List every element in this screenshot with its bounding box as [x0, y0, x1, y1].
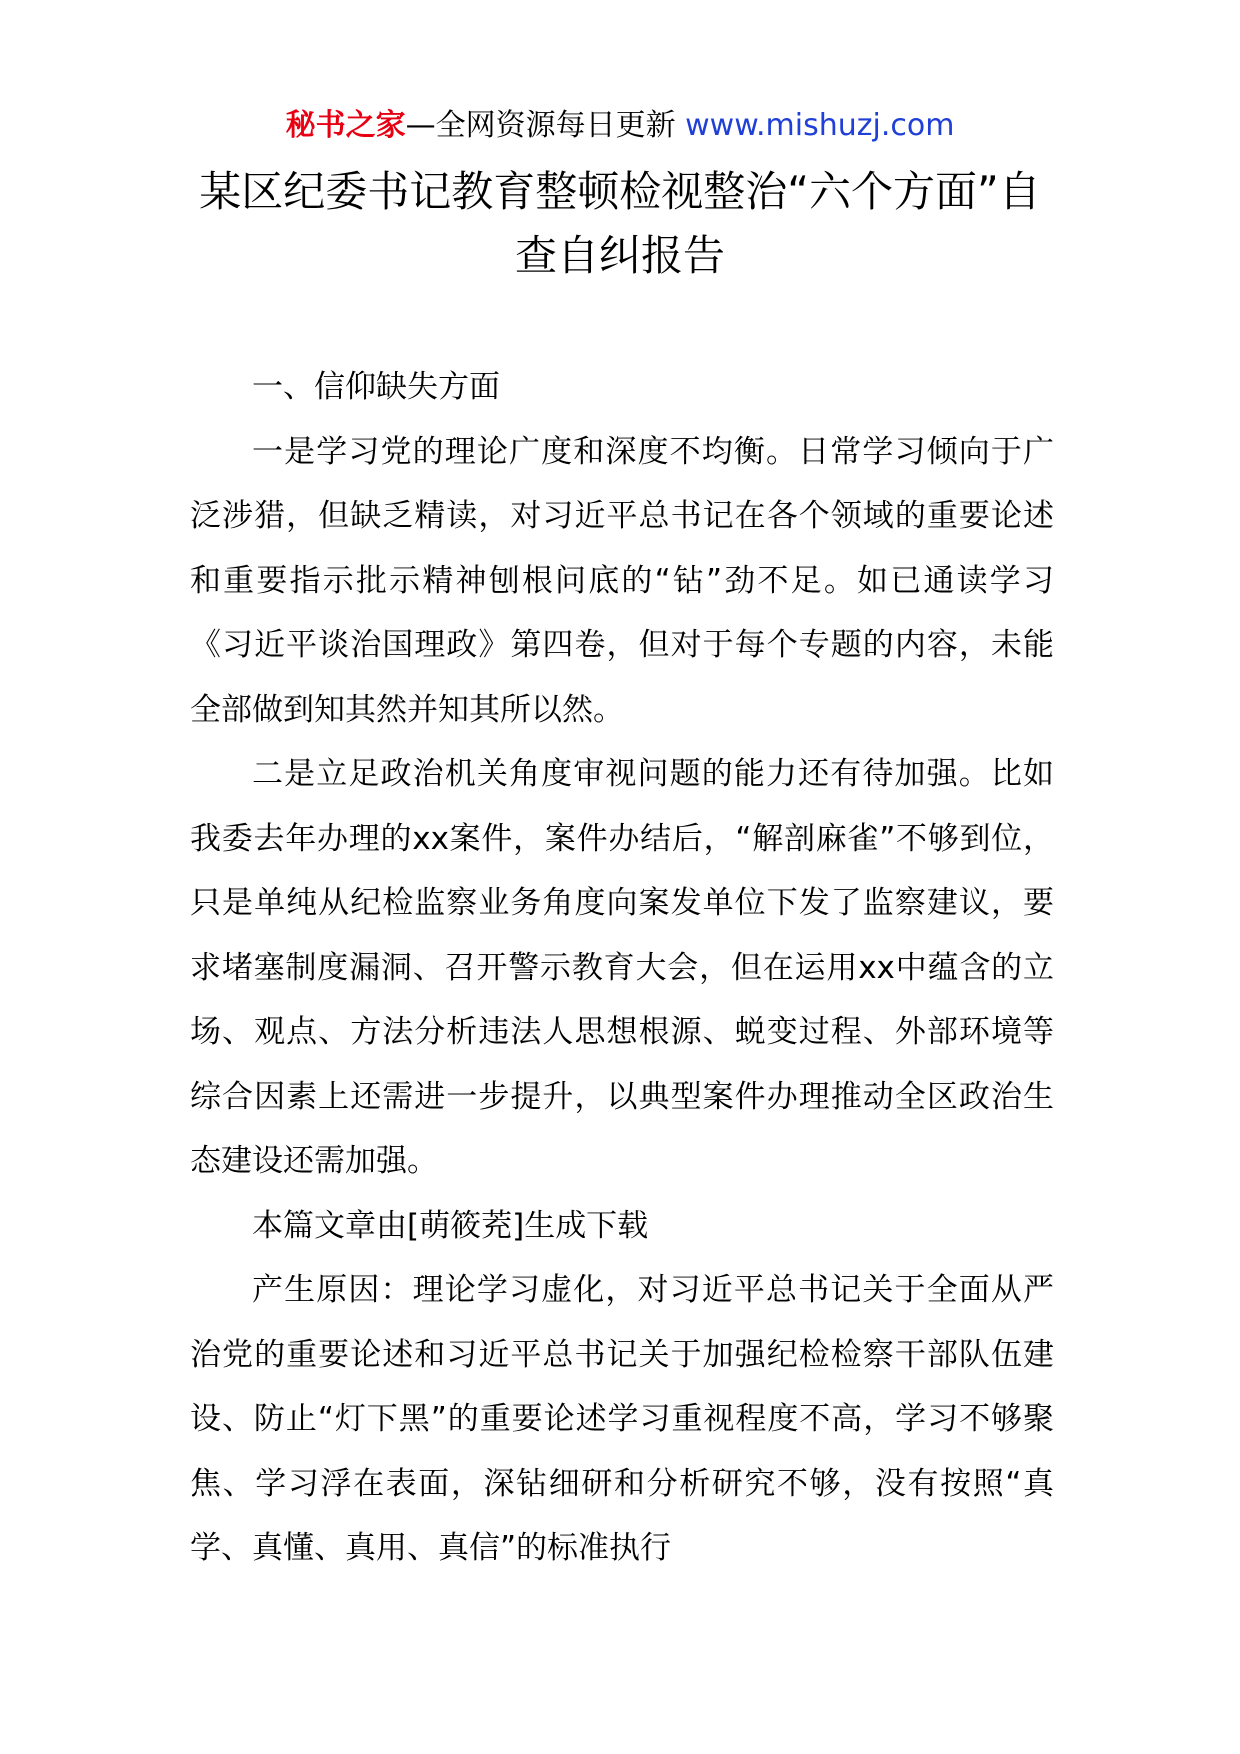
section-heading: 一、信仰缺失方面 — [252, 369, 500, 405]
document-body — [190, 355, 1054, 1581]
body-paragraph: 二是立足政治机关角度审视问题的能力还有待加强。比如我委去年办理的xx案件，案件办结后，“解剖麻雀”不够到位，只是单纯从纪检监察业务角度向案发单位下发了监察建议，要求堵塞制度漏洞、召开警示教育大会，但在运用xx中蕴含的立场、观点、方法分析违法人思想根源、蜕变过程、外部环境等综合因素上还需进一步提升，以典型案件办理推动全区政治生态建设还需加强。 — [190, 756, 1054, 1179]
document-title: 某区纪委书记教育整顿检视整治“六个方面”自查自纠报告 — [199, 167, 1041, 280]
site-banner — [0, 98, 1240, 154]
body-paragraph: 一是学习党的理论广度和深度不均衡。日常学习倾向于广泛涉猎，但缺乏精读，对习近平总书记在各个领域的重要论述和重要指示批示精神刨根问底的“钻”劲不足。如已通读学习《习近平谈治国理政》第四卷，但对于每个专题的内容，未能全部做到知其然并知其所以然。 — [190, 433, 1054, 728]
brand-name: 秘书之家 — [285, 108, 406, 143]
banner-tagline: —全网资源每日更新 — [405, 108, 676, 143]
site-url-link[interactable]: www.mishuzj.com — [685, 108, 955, 143]
generated-note: 本篇文章由[萌筱茺]生成下载 — [252, 1207, 649, 1244]
body-paragraph: 产生原因：理论学习虚化，对习近平总书记关于全面从严治党的重要论述和习近平总书记关于加强纪检检察干部队伍建设、防止“灯下黑”的重要论述学习重视程度不高，学习不够聚焦、学习浮在表面，深钻细研和分析研究不够，没有按照“真学、真懂、真用、真信”的标准执行 — [190, 1272, 1054, 1566]
